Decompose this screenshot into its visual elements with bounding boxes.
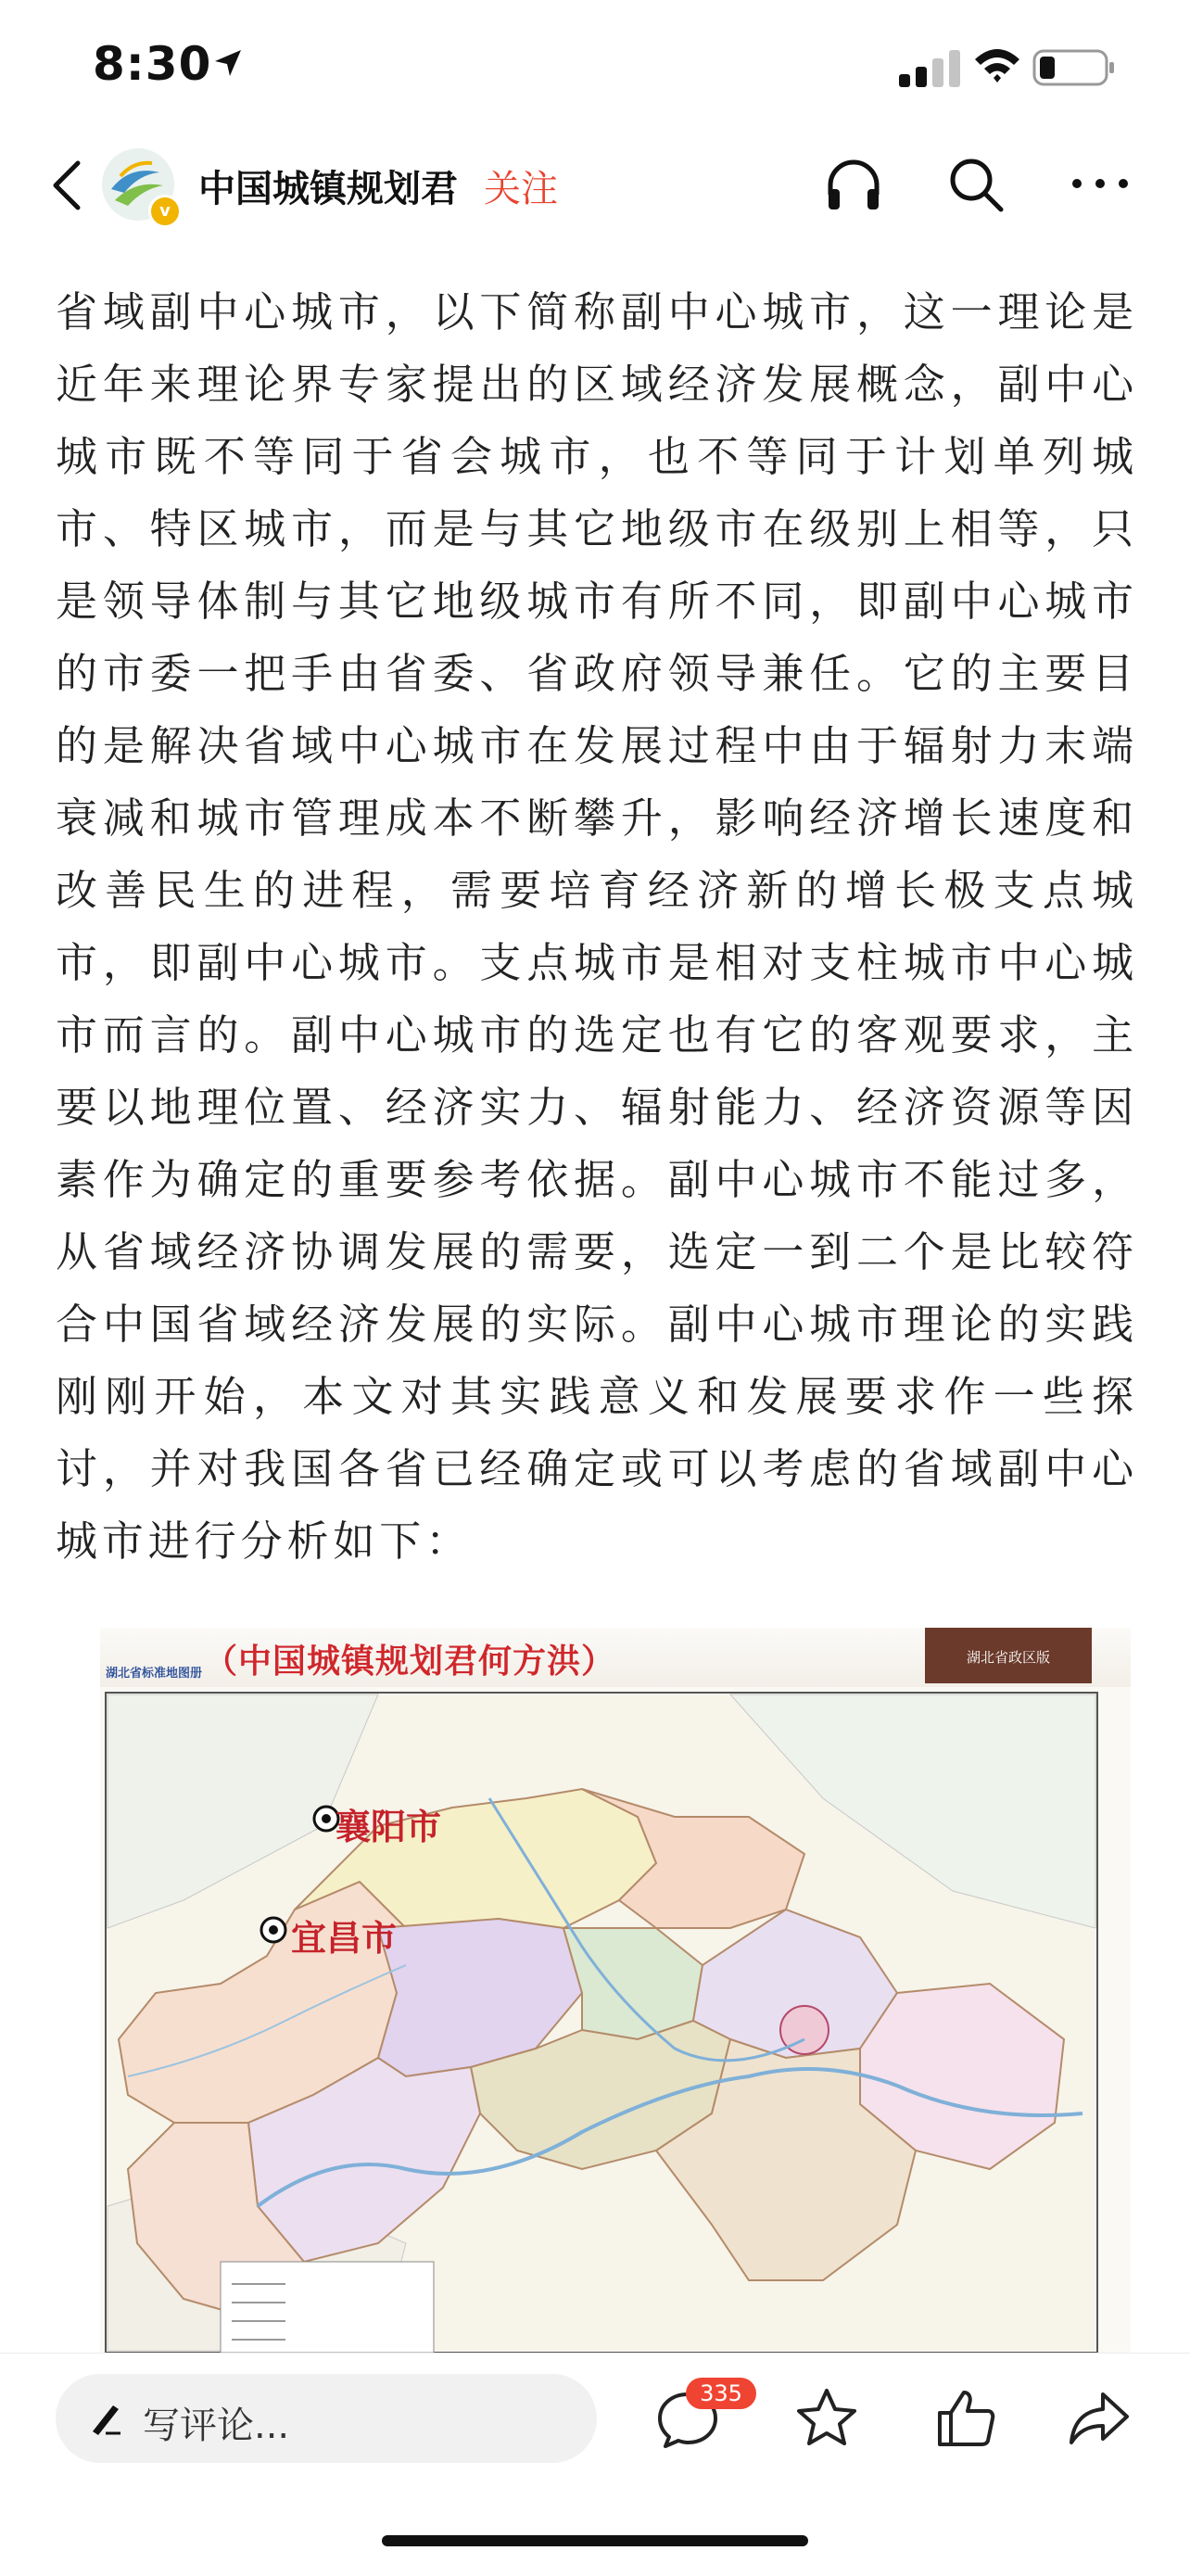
- headset-icon[interactable]: [823, 154, 884, 215]
- comment-input[interactable]: [56, 2374, 597, 2463]
- status-time: 8:30: [93, 37, 212, 91]
- status-bar: [0, 0, 1190, 130]
- city-label-xiangyang: 襄阳市: [335, 1807, 442, 1847]
- map-edition-tag: 湖北省政区版: [925, 1628, 1092, 1683]
- account-name[interactable]: 中国城镇规划君: [198, 168, 458, 210]
- verified-badge-icon: v: [148, 195, 182, 228]
- follow-button[interactable]: 关注: [484, 168, 558, 210]
- location-arrow-icon: [209, 44, 247, 82]
- map-atlas-title: 湖北省标准地图册: [106, 1667, 203, 1681]
- home-indicator[interactable]: [382, 2535, 808, 2546]
- more-icon[interactable]: [1068, 167, 1133, 200]
- hubei-map: [100, 1687, 1131, 2353]
- city-label-yichang: 宜昌市: [291, 1918, 398, 1959]
- article-paragraph: 省域副中心城市，以下简称副中心城市，这一理论是近年来理论界专家提出的区域经济发展概念，副中心城市既不等同于省会城市，也不等同于计划单列城市、特区城市，而是与其它地级市在级别上相等，只是领导体制与其它地级城市有所不同，即副中心城市的市委一把手由省委、省政府领导兼任。它的主要目的是解决省域中心城市在发展过程中由于辐射力末端衰减和城市管理成本不断攀升，影响经济增长速度和改善民生的进程，需要培育经济新的增长极支点城市，即副中心城市。支点城市是相对支柱城市中心城市而言的。副中心城市的选定也有它的客观要求，主要以地理位置、经济实力、辐射能力、经济资源等因素作为确定的重要参考依据。副中心城市不能过多，从省域经济协调发展的需要，选定一到二个是比较符合中国省域经济发展的实际。副中心城市理论的实践刚刚开始，本文对其实践意义和发展要求作一些探讨，并对我国各省已经确定或可以考虑的省域副中心城市进行分析如下：: [56, 287, 1138, 1566]
- search-icon[interactable]: [945, 154, 1006, 215]
- wifi-icon: [973, 44, 1021, 85]
- comment-count-badge: 335: [686, 2378, 756, 2409]
- comment-placeholder: 写评论...: [143, 2405, 290, 2447]
- city-marker-yichang: [261, 1918, 285, 1942]
- battery-icon: [1032, 48, 1116, 87]
- map-header: [100, 1628, 1131, 1687]
- pen-icon: [87, 2400, 124, 2437]
- map-watermark-title: （中国城镇规划君何方洪）: [204, 1643, 616, 1681]
- article-map-image[interactable]: [100, 1628, 1131, 2353]
- star-icon[interactable]: [793, 2385, 860, 2452]
- share-icon[interactable]: [1066, 2385, 1133, 2452]
- nav-bar: [0, 130, 1190, 241]
- thumbs-up-icon[interactable]: [932, 2385, 999, 2452]
- back-chevron-icon[interactable]: [44, 158, 87, 213]
- cellular-signal-icon: [897, 48, 962, 89]
